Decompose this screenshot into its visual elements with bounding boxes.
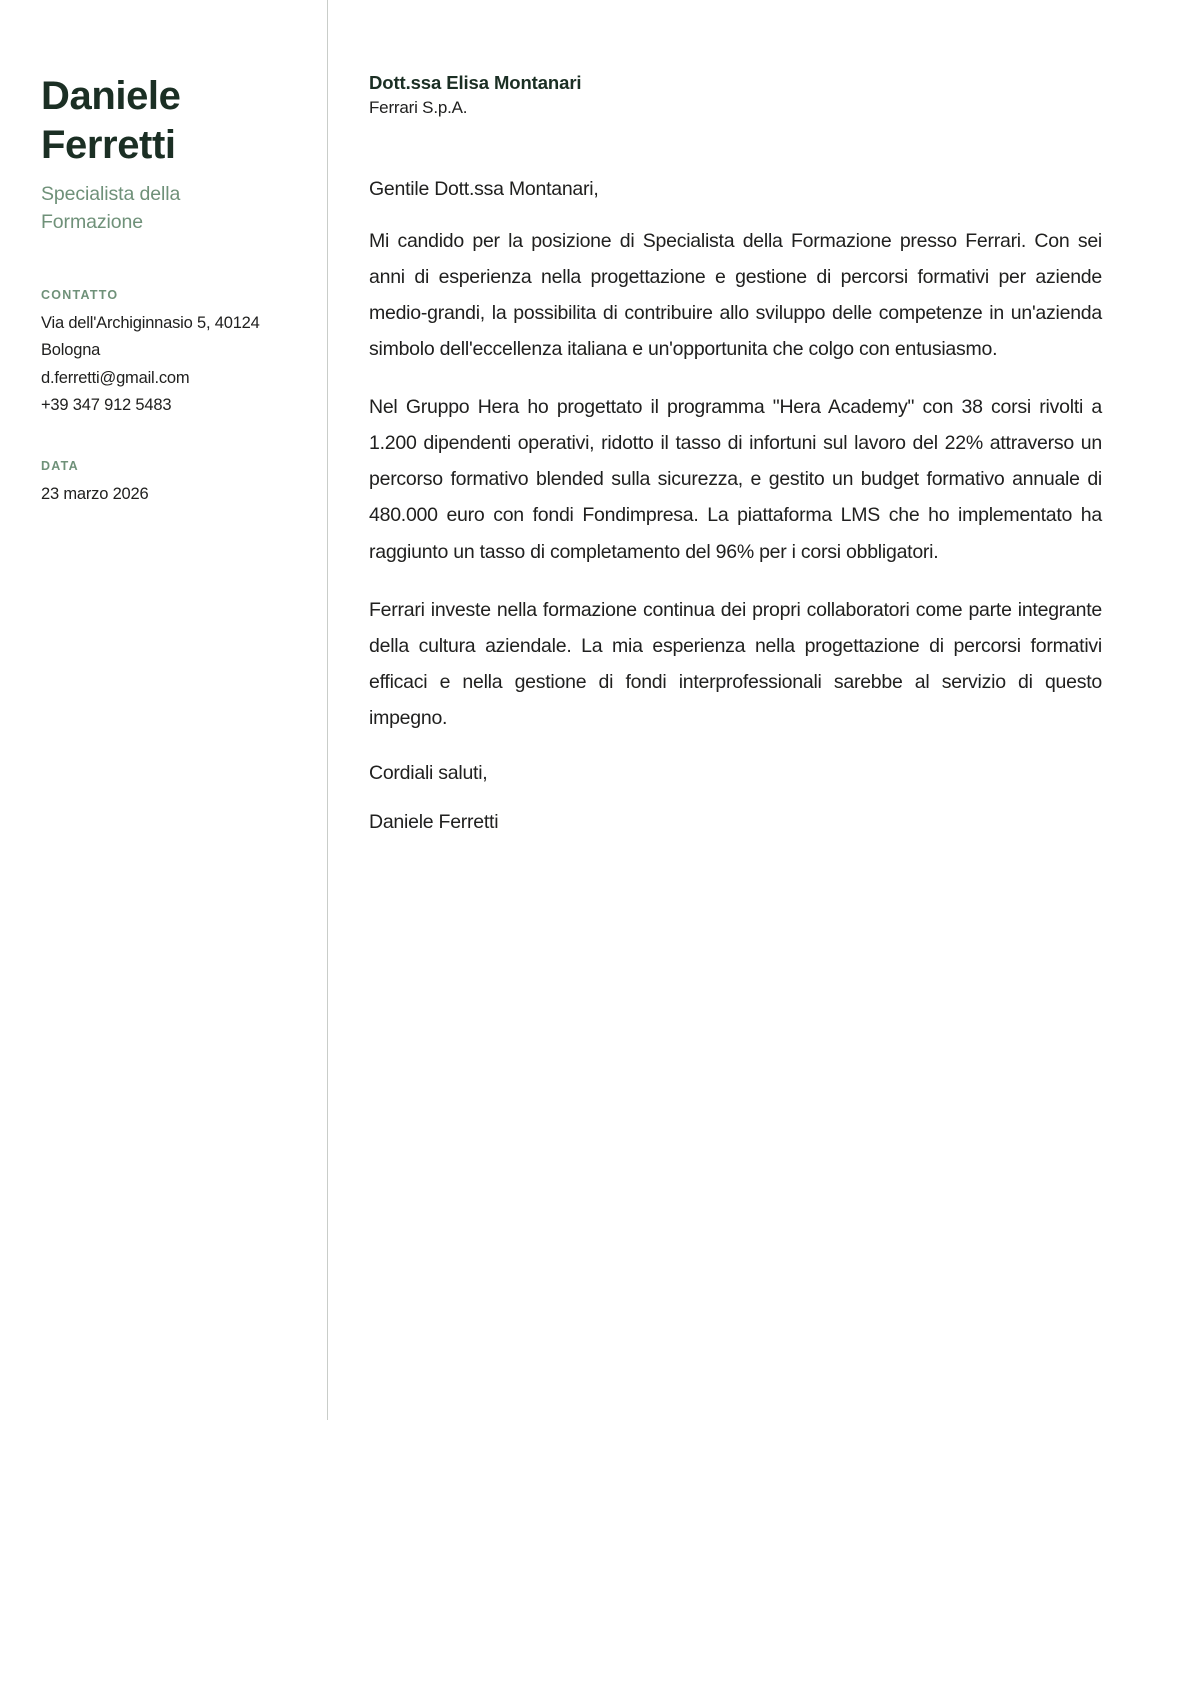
candidate-job-title: Specialista della Formazione (41, 182, 181, 233)
closing-line: Cordiali saluti, (369, 761, 488, 784)
salutation: Gentile Dott.ssa Montanari, (369, 178, 599, 200)
contact-phone[interactable]: +39 347 912 5483 (41, 395, 172, 414)
contact-section (41, 288, 309, 419)
date-value: 23 marzo 2026 (41, 485, 149, 503)
recipient-name: Dott.ssa Elisa Montanari (369, 72, 582, 93)
body-paragraph-1: Mi candido per la posizione di Specialista della Formazione presso Ferrari. Con sei anni di esperienza nella progettazione e gestione di percorsi formativi per aziende medio-grandi, la possibilita di contribuire allo sviluppo delle competenze in un'azienda simbolo dell'eccellenza italiana e un'opportunita che colgo con entusiasmo. (369, 230, 1102, 361)
candidate-name: Daniele Ferretti (41, 74, 181, 167)
contact-address-line-2: Bologna (41, 341, 101, 360)
sidebar (0, 72, 327, 508)
body-paragraph-2: Nel Gruppo Hera ho progettato il programma "Hera Academy" con 38 corsi rivolti a 1.200 dipendenti operativi, ridotto il tasso di infortuni sul lavoro del 22% attraverso un percorso formativo blended sulla sicurezza, e gestito un budget formativo annuale di 480.000 euro con fondi Fondimpresa. La piattaforma LMS che ho implementato ha raggiunto un tasso di completamento del 96% per i corsi obbligatori. (369, 396, 1102, 563)
contact-section-label: CONTATTO (41, 288, 119, 303)
contact-email[interactable]: d.ferretti@gmail.com (41, 368, 190, 387)
signature-name: Daniele Ferretti (369, 810, 499, 833)
date-section-label: DATA (41, 459, 79, 473)
letter-body (328, 72, 1190, 834)
date-section (41, 459, 309, 508)
body-paragraph-3: Ferrari investe nella formazione continua dei propri collaboratori come parte integrante della cultura aziendale. La mia esperienza nella progettazione di percorsi formativi efficaci e nella gestione di fondi interprofessionali sarebbe al servizio di questo impegno. (369, 598, 1102, 729)
contact-address-line-1: Via dell'Archiginnasio 5, 40124 (41, 314, 260, 333)
recipient-company: Ferrari S.p.A. (369, 98, 468, 117)
